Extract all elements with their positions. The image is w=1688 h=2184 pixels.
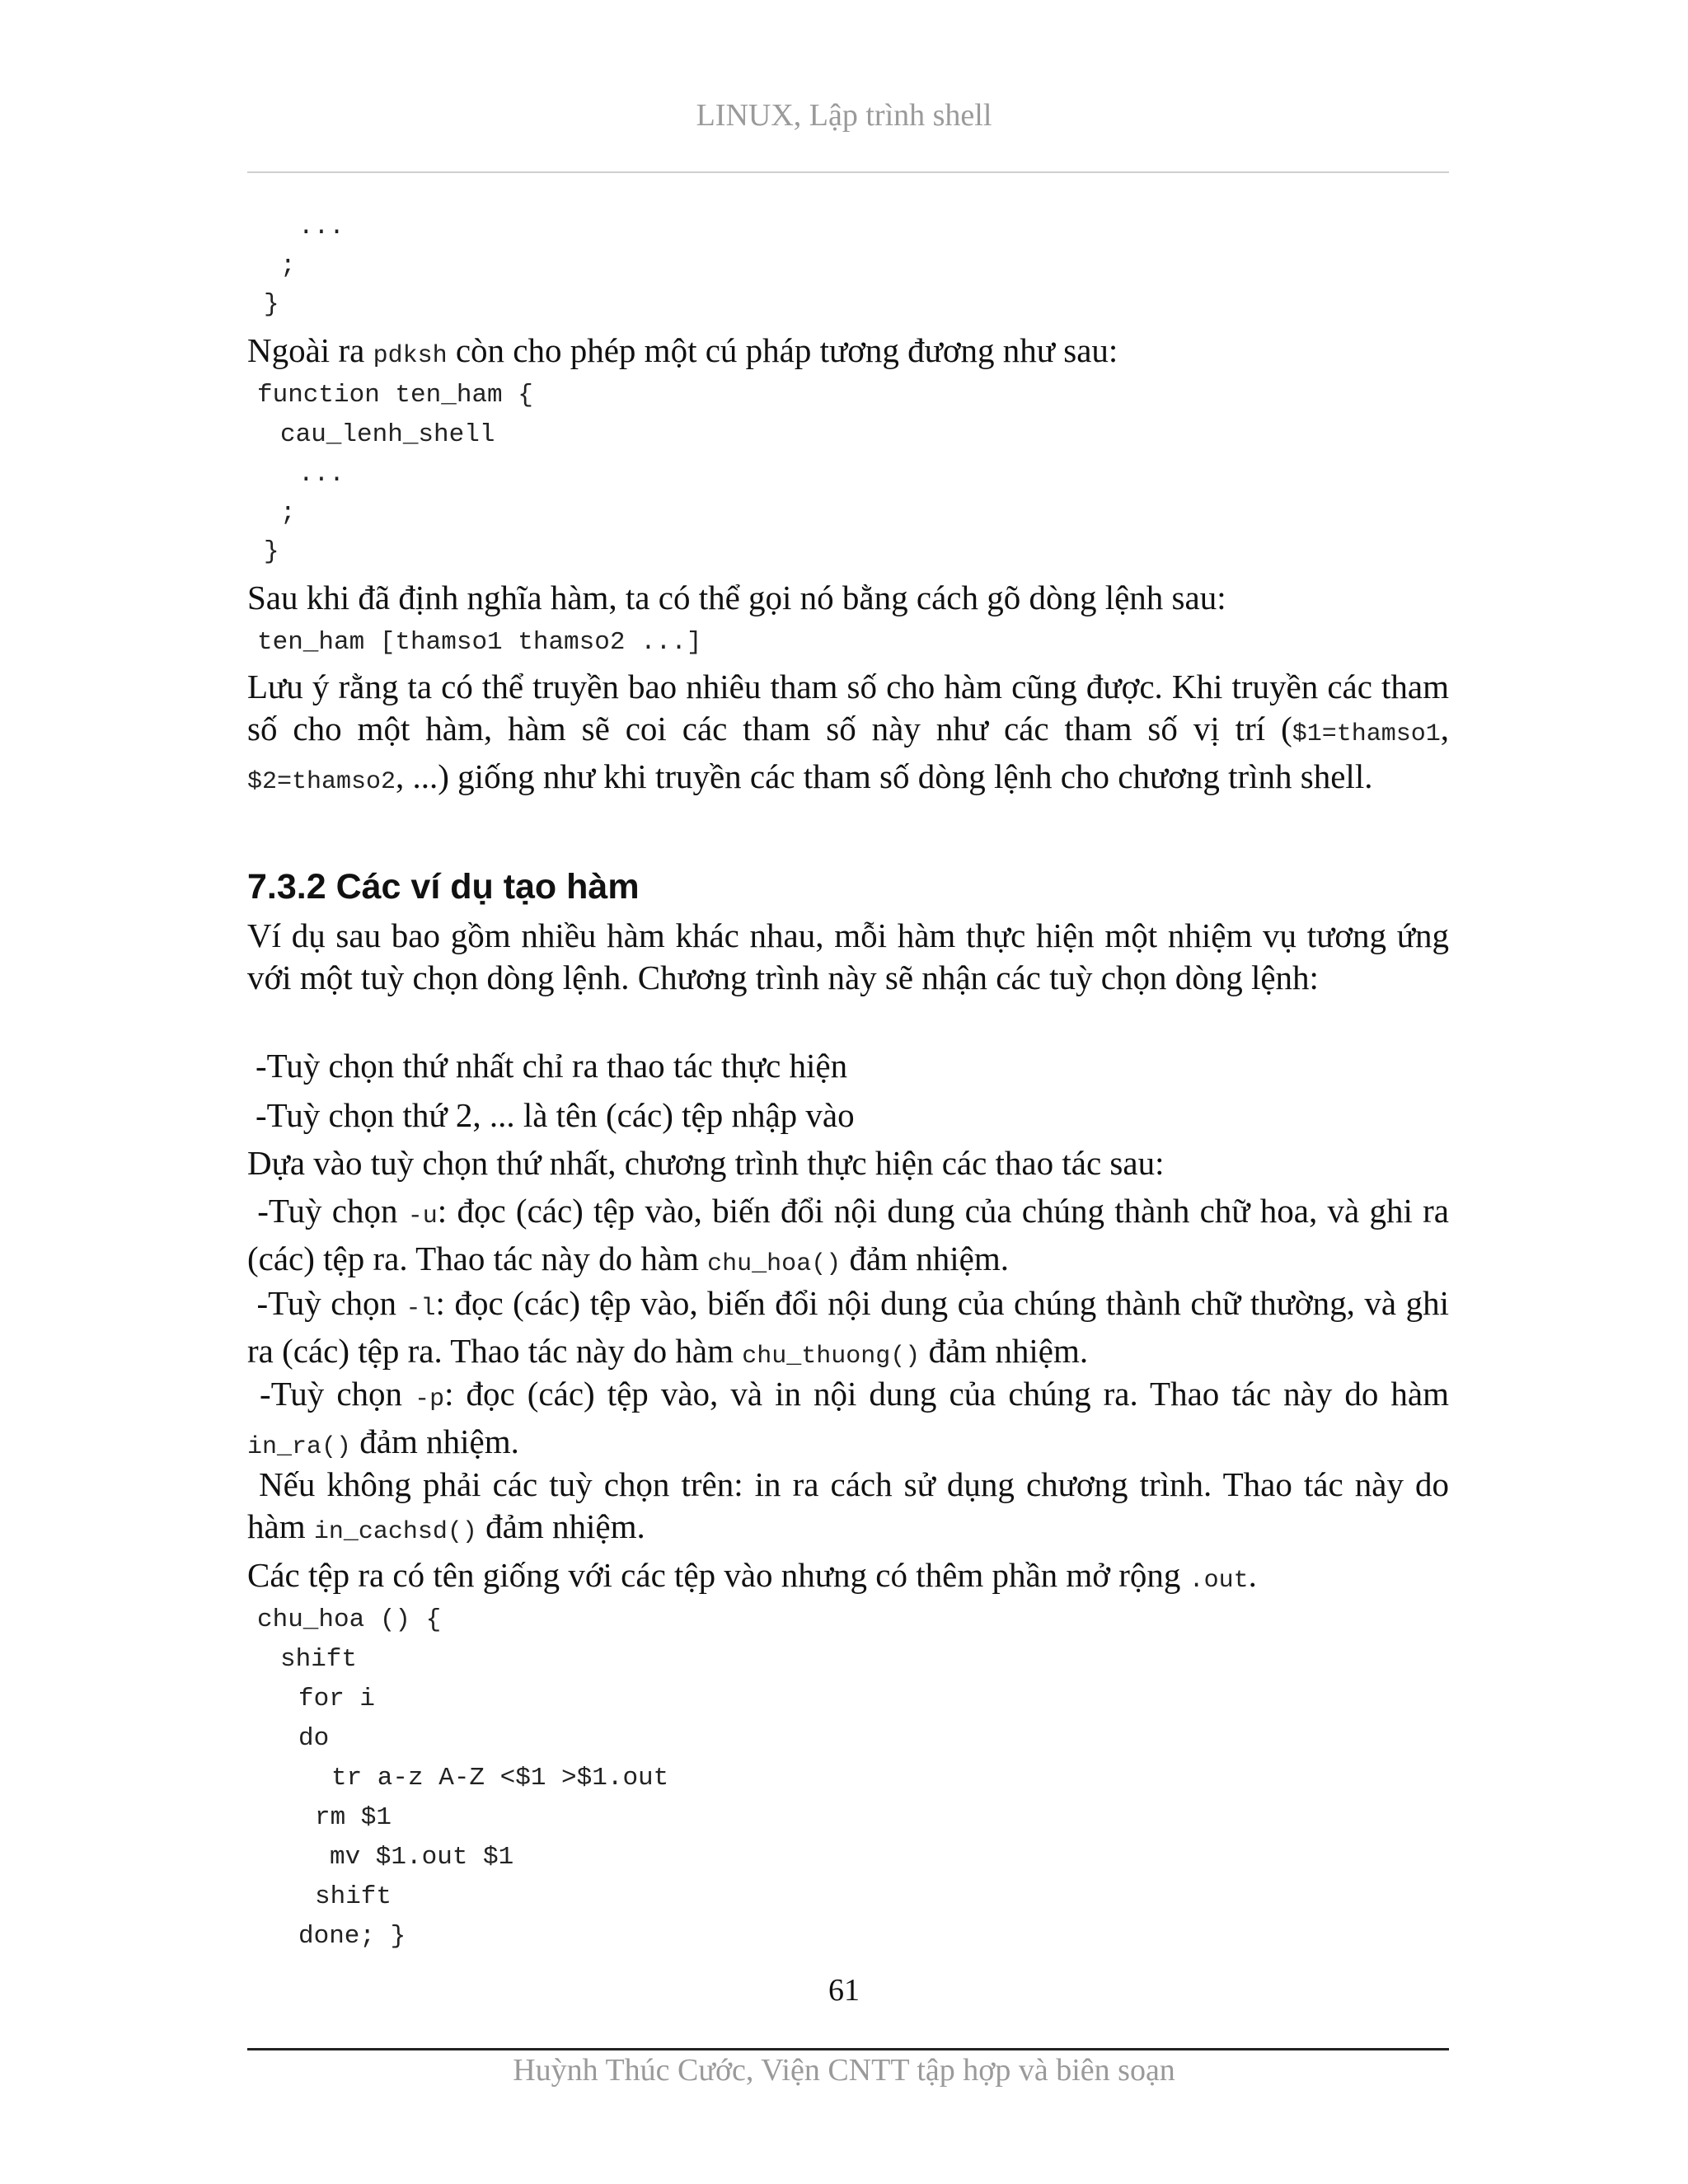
inline-code: $2=thamso2 [247, 768, 396, 796]
page-number: 61 [828, 1973, 860, 2008]
code-line: ; [280, 251, 296, 280]
list-item: -Tuỳ chọn thứ nhất chỉ ra thao tác thực hiện [256, 1047, 848, 1085]
code-line: shift [280, 1645, 358, 1674]
paragraph-pdksh: Ngoài ra pdksh còn cho phép một cú pháp tương đương như sau: [247, 331, 1118, 370]
code-line: ; [280, 499, 296, 527]
inline-code: .out [1189, 1567, 1249, 1595]
option-else: Nếu không phải các tuỳ chọn trên: in ra cách sử dụng chương trình. Thao tác này do hàm in_cachsd() đảm nhiệm. [247, 1465, 1450, 1546]
code-line: chu_hoa () { [257, 1605, 442, 1634]
inline-code: in_ra() [247, 1433, 352, 1461]
code-line: ... [298, 213, 345, 241]
paragraph-note: Lưu ý rằng ta có thể truyền bao nhiêu tham số cho hàm cũng được. Khi truyền các tham số cho một hàm, hàm sẽ coi các tham số này như các tham số vị trí ($1=thamso1, $2=thamso2, ...) giống như khi truyền các tham số dòng lệnh cho chương trình shell. [247, 668, 1449, 796]
code-line: cau_lenh_shell [280, 420, 495, 449]
list-item: -Tuỳ chọn thứ 2, ... là tên (các) tệp nhập vào [256, 1096, 855, 1134]
code-line: } [264, 537, 279, 566]
code-call: ten_ham [thamso1 thamso2 ...] [257, 628, 702, 657]
running-header: LINUX, Lập trình shell [696, 98, 992, 133]
running-footer: Huỳnh Thúc Cước, Viện CNTT tập hợp và biên soạn [513, 2053, 1175, 2088]
inline-code: -p [415, 1385, 445, 1413]
code-line: ... [298, 460, 345, 489]
inline-code: chu_thuong() [742, 1343, 921, 1371]
paragraph-call: Sau khi đã định nghĩa hàm, ta có thể gọi nó bằng cách gõ dòng lệnh sau: [247, 579, 1226, 616]
footer-rule [247, 2048, 1449, 2050]
code-line: tr a-z A-Z <$1 >$1.out [331, 1764, 669, 1793]
option-u: -Tuỳ chọn -u: đọc (các) tệp vào, biến đổi nội dung của chúng thành chữ hoa, và ghi ra (các) tệp ra. Thao tác này do hàm chu_hoa() đảm nhiệm. [247, 1192, 1449, 1278]
inline-code: in_cachsd() [313, 1518, 477, 1546]
code-line: for i [298, 1685, 376, 1713]
header-rule [247, 171, 1449, 173]
option-p: -Tuỳ chọn -p: đọc (các) tệp vào, và in nội dung của chúng ra. Thao tác này do hàm in_ra() đảm nhiệm. [247, 1375, 1450, 1461]
code-line: mv $1.out $1 [330, 1843, 514, 1872]
inline-code: $1=thamso1 [1292, 720, 1441, 748]
code-line: done; } [298, 1922, 406, 1951]
paragraph-out: Các tệp ra có tên giống với các tệp vào nhưng có thêm phần mở rộng .out. [247, 1556, 1257, 1595]
paragraph-intro: Ví dụ sau bao gồm nhiều hàm khác nhau, mỗi hàm thực hiện một nhiệm vụ tương ứng với một tuỳ chọn dòng lệnh. Chương trình này sẽ nhận các tuỳ chọn dòng lệnh: [247, 916, 1449, 996]
inline-code: -l [406, 1295, 436, 1323]
code-line: shift [315, 1882, 392, 1911]
option-l: -Tuỳ chọn -l: đọc (các) tệp vào, biến đổi nội dung của chúng thành chữ thường, và ghi ra (các) tệp ra. Thao tác này do hàm chu_thuong() đảm nhiệm. [247, 1284, 1449, 1371]
inline-code: -u [407, 1202, 438, 1230]
code-line: function ten_ham { [257, 381, 533, 410]
inline-code: chu_hoa() [707, 1250, 842, 1278]
code-line: rm $1 [315, 1803, 392, 1832]
inline-code: pdksh [373, 342, 448, 370]
section-heading: 7.3.2 Các ví dụ tạo hàm [247, 867, 640, 907]
code-line: do [298, 1724, 330, 1753]
paragraph-based: Dựa vào tuỳ chọn thứ nhất, chương trình thực hiện các thao tác sau: [247, 1144, 1165, 1182]
code-line: } [264, 290, 279, 319]
